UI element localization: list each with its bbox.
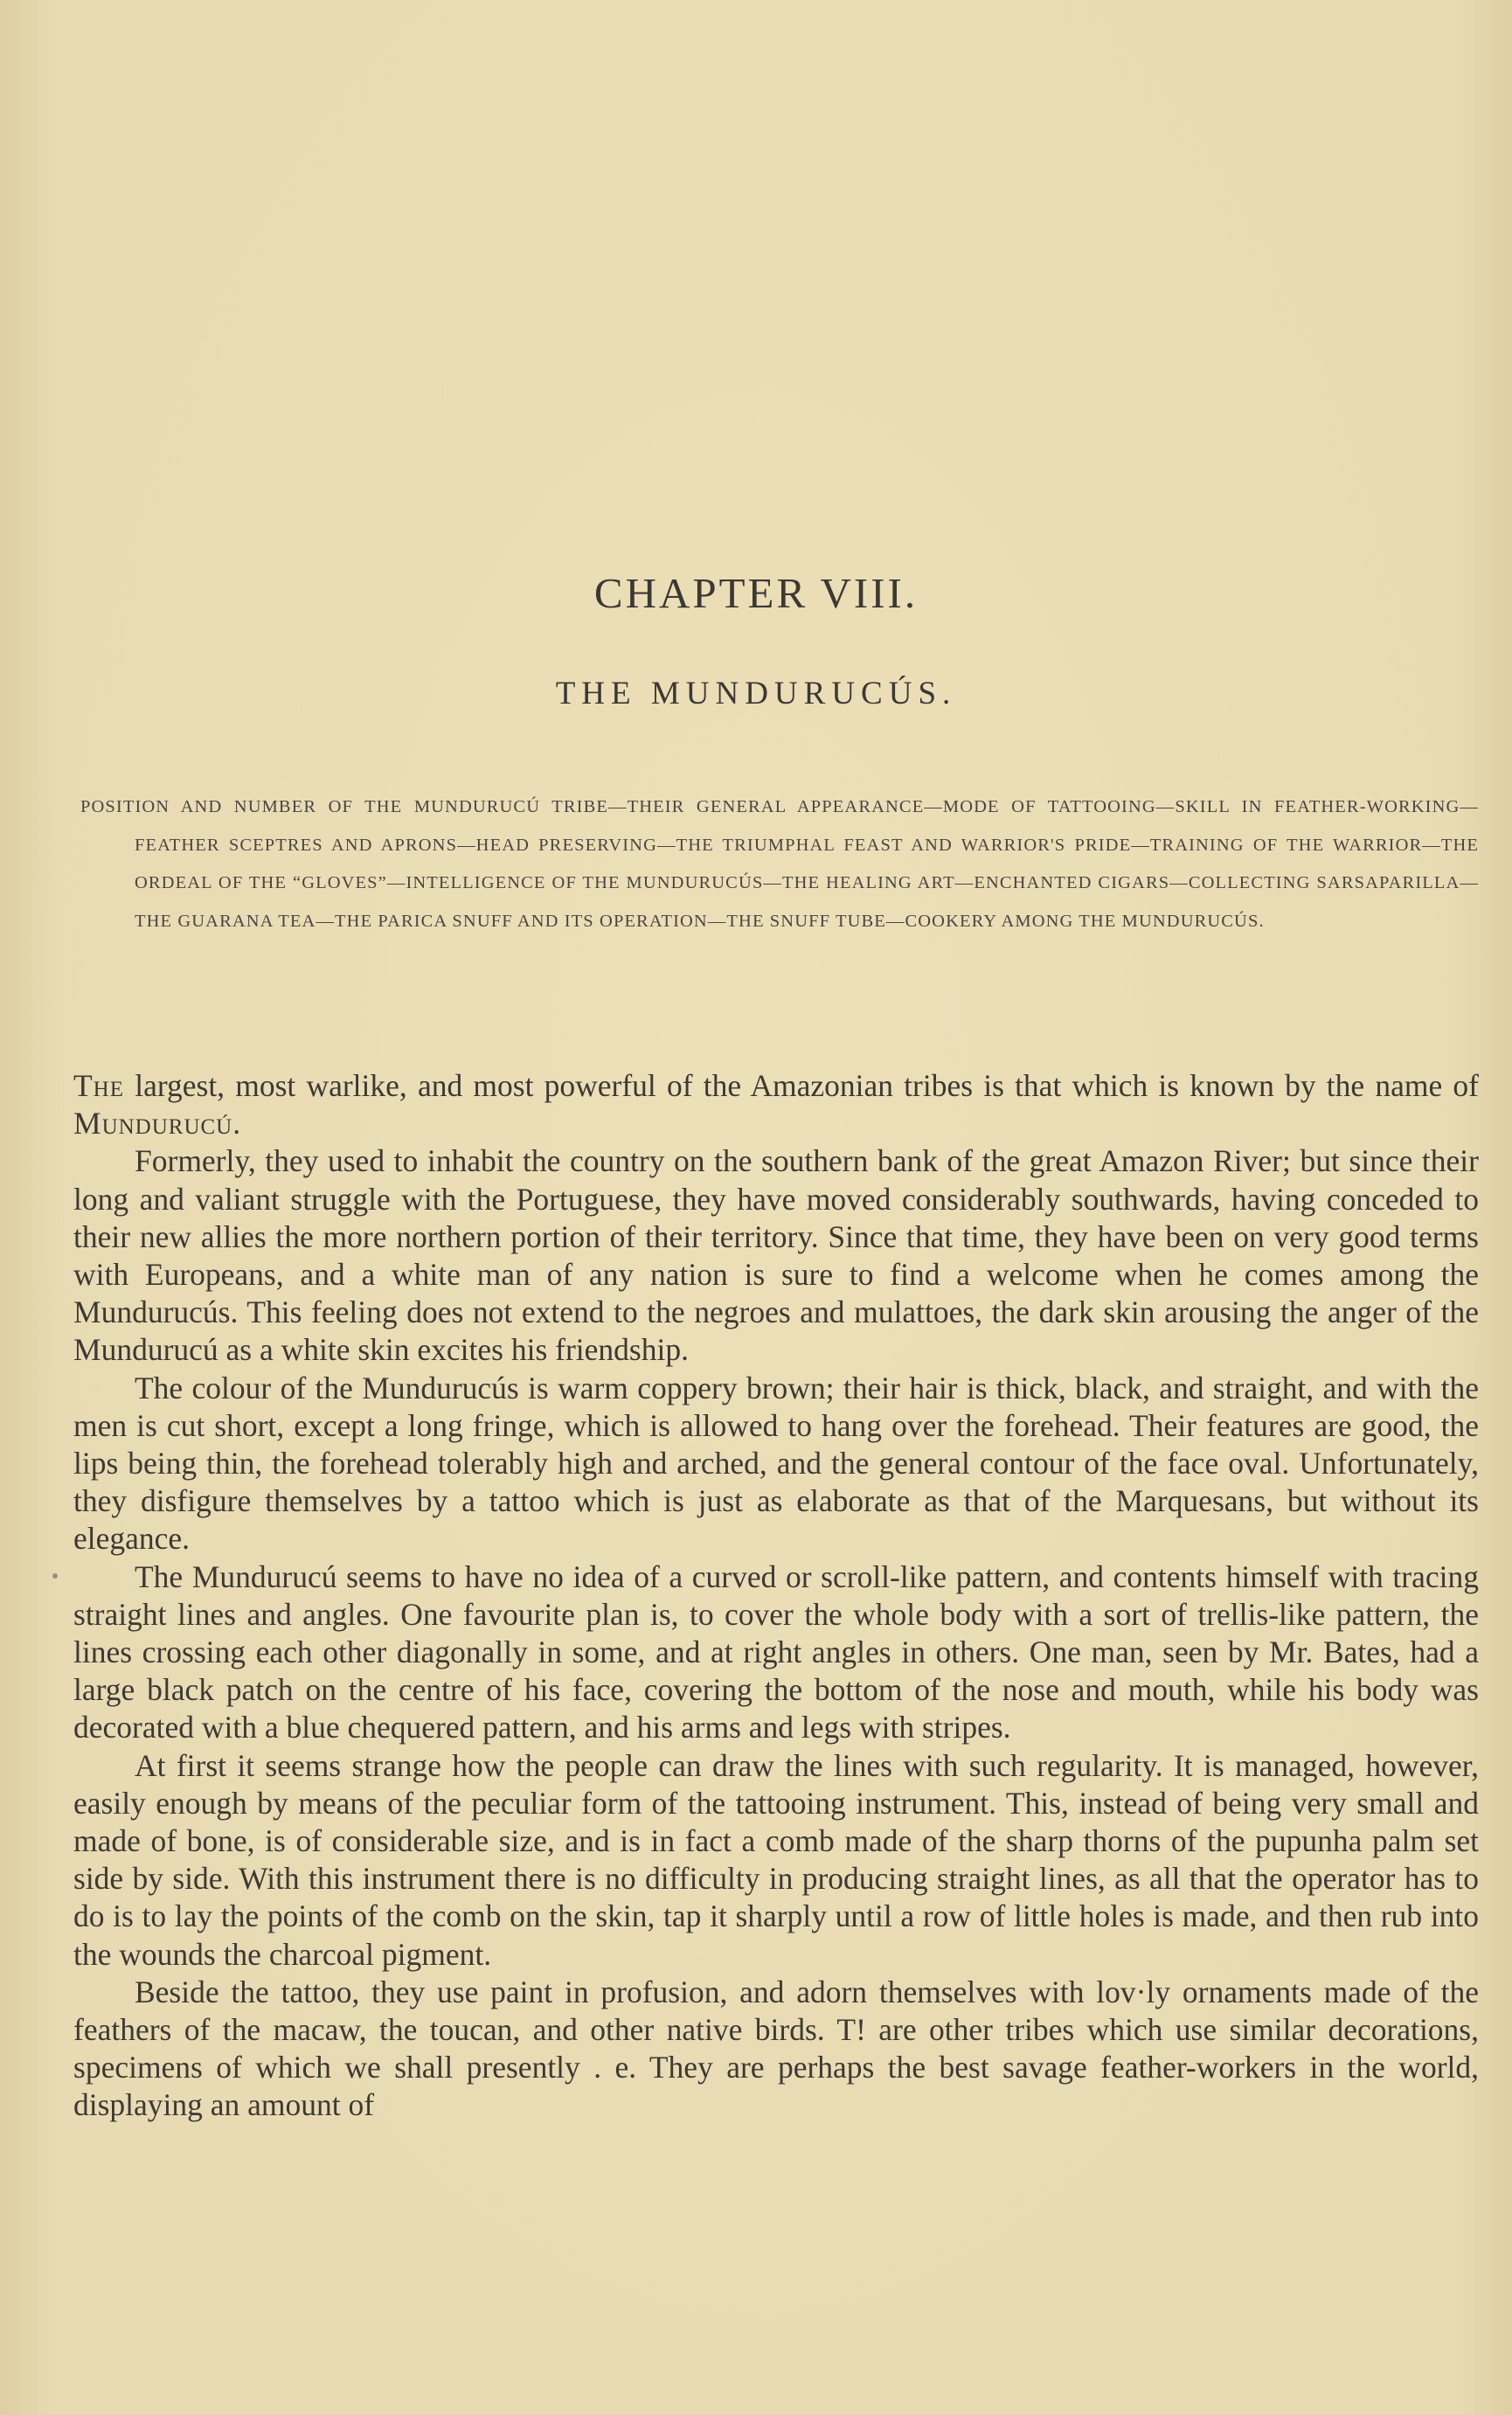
margin-mark bbox=[52, 1573, 58, 1579]
chapter-synopsis: POSITION AND NUMBER OF THE MUNDURUCÚ TRIBE—THEIR GENERAL APPEARANCE—MODE OF TATTOOING—SKILL IN FEATHER-WORKING—FEATHER SCEPTRES AND APRONS—HEAD PRESERVING—THE TRIUMPHAL FEAST AND WARRIOR'S PRIDE—TRAINING OF THE WARRIOR—THE ORDEAL OF THE “GLOVES”—INTELLIGENCE OF THE MUNDURUCÚS—THE HEALING ART—ENCHANTED CIGARS—COLLECTING SARSAPARILLA—THE GUARANA TEA—THE PARICA SNUFF AND ITS OPERATION—THE SNUFF TUBE—COOKERY AMONG THE MUNDURUCÚS. bbox=[80, 797, 1479, 931]
body-text bbox=[73, 1067, 1479, 2125]
tribe-name: Mundurucú bbox=[73, 1106, 233, 1142]
paragraph: Formerly, they used to inhabit the country on the southern bank of the great Amazon River; but since their long and valiant struggle with the Portuguese, they have moved considerably southwards, having conceded to their new allies the more northern portion of their territory. Since that time, they have been on very good terms with Europeans, and a white man of any nation is sure to find a welcome when he comes among the Mundurucús. This feeling does not extend to the negroes and mulattoes, the dark skin arousing the anger of the Mundurucú as a white skin excites his friendship. bbox=[73, 1143, 1479, 1368]
paragraph: Beside the tattoo, they use paint in profusion, and adorn themselves with lov·ly ornaments made of the feathers of the macaw, the toucan, and other native birds. T! are other tribes which use similar decorations, specimens of which we shall presently . e. They are perhaps the best savage feather-workers in the world, displaying an amount of bbox=[73, 1974, 1479, 2123]
chapter-subtitle: THE MUNDURUCÚS. bbox=[555, 676, 957, 711]
paragraph bbox=[73, 1067, 1479, 1142]
paragraph: The colour of the Mundurucús is warm coppery brown; their hair is thick, black, and straight, and with the men is cut short, except a long fringe, which is allowed to hang over the forehead. Their features are good, the lips being thin, the forehead tolerably high and arched, and the general contour of the face oval. Unfortunately, they disfigure themselves by a tattoo which is just as elaborate as that of the Marquesans, but without its elegance. bbox=[73, 1370, 1479, 1557]
chapter-title: CHAPTER VIII. bbox=[593, 569, 919, 617]
paragraph-text: . bbox=[232, 1106, 241, 1142]
paragraph: The Mundurucú seems to have no idea of a curved or scroll-like pattern, and contents himself with tracing straight lines and angles. One favourite plan is, to cover the whole body with a sort of trellis-like pattern, the lines crossing each other diagonally in some, and at right angles in others. One man, seen by Mr. Bates, had a large black patch on the centre of his face, covering the bottom of the nose and mouth, while his body was decorated with a blue chequered pattern, and his arms and legs with stripes. bbox=[73, 1558, 1479, 1745]
paragraph-text: largest, most warlike, and most powerful of the Amazonian tribes is that which is known by the name of bbox=[124, 1068, 1479, 1103]
lead-word: The bbox=[73, 1068, 125, 1103]
paragraph: At first it seems strange how the people can draw the lines with such regularity. It is managed, however, easily enough by means of the peculiar form of the tattooing instrument. This, instead of being very small and made of bone, is of considerable size, and is in fact a comb made of the sharp thorns of the pupunha palm set side by side. With this instrument there is no difficulty in producing straight lines, as all that the operator has to do is to lay the points of the comb on the skin, tap it sharply until a row of little holes is made, and then rub into the wounds the charcoal pigment. bbox=[73, 1747, 1479, 1972]
